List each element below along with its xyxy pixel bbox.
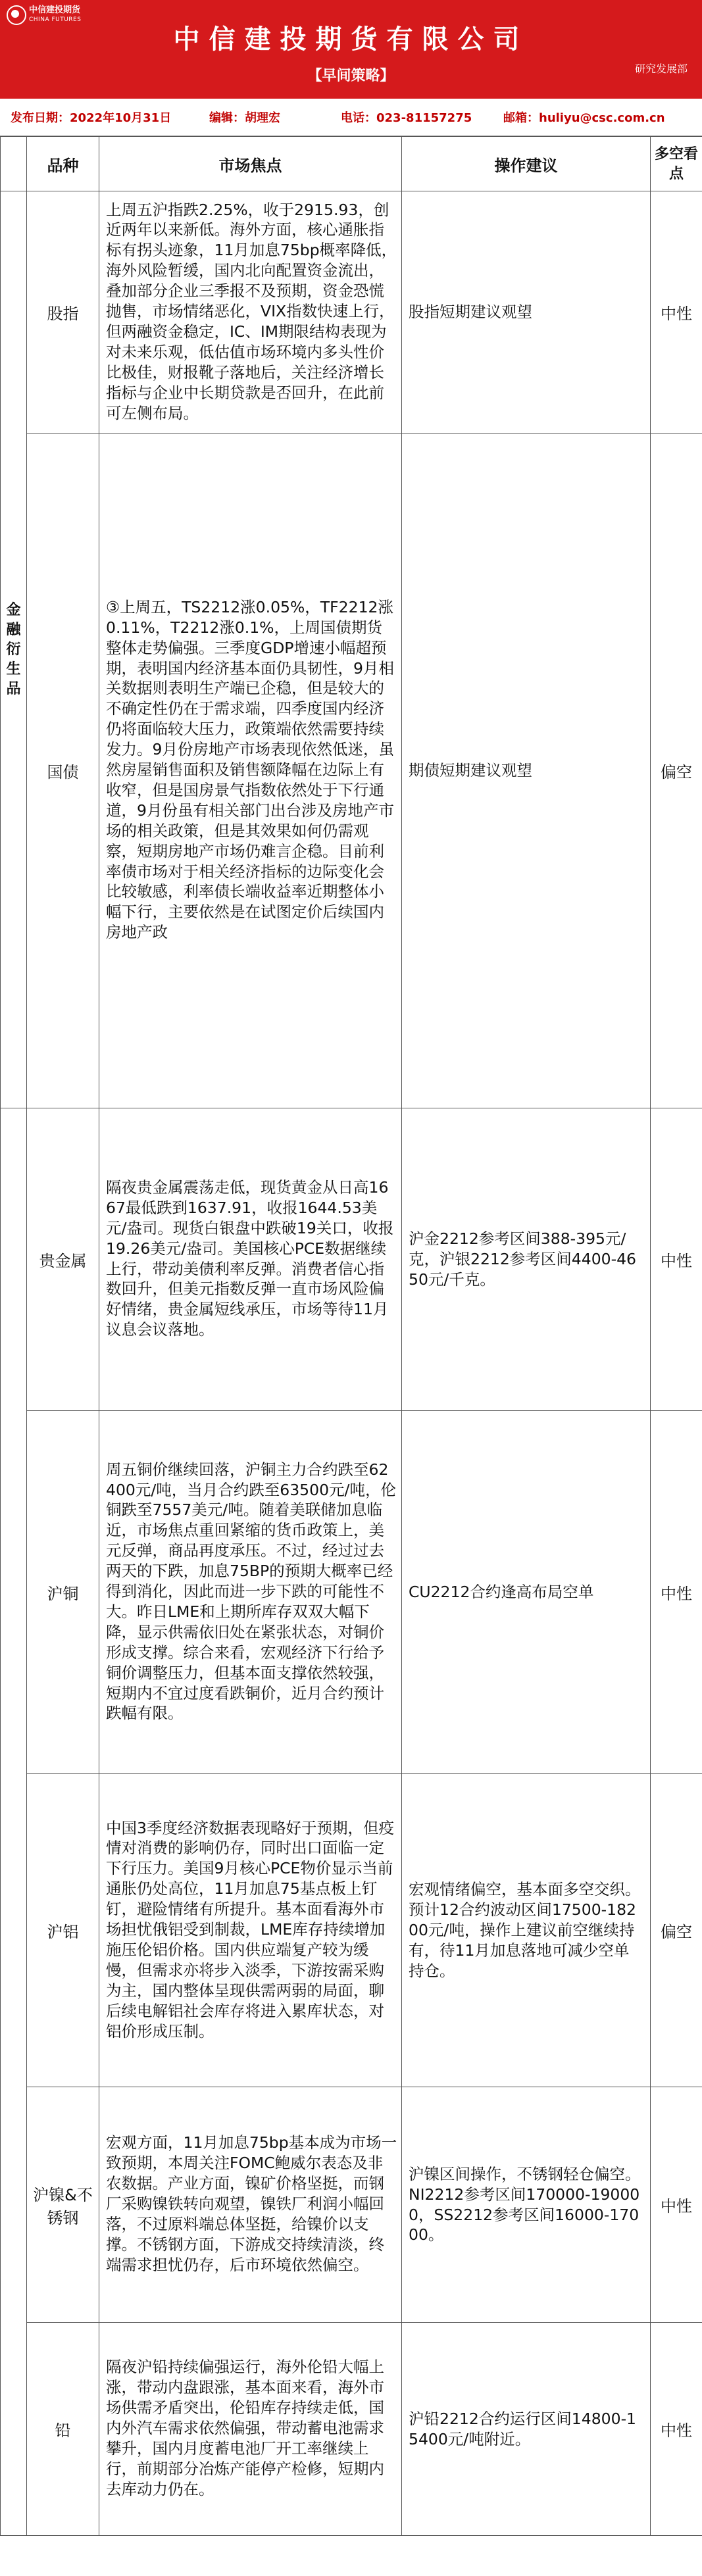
advice-cell: 沪铅2212合约运行区间14800-15400元/吨附近。 bbox=[402, 2323, 651, 2536]
advice-cell: 期债短期建议观望 bbox=[402, 433, 651, 1108]
table-row bbox=[1, 2323, 702, 2536]
advice-cell: 股指短期建议观望 bbox=[402, 191, 651, 433]
email: 邮箱：huliyu@csc.com.cn bbox=[503, 111, 665, 125]
table-header-row bbox=[1, 137, 702, 191]
report-title: 中信建投期货有限公司 bbox=[173, 24, 529, 55]
table-row bbox=[1, 1774, 702, 2087]
header-blank bbox=[1, 137, 27, 191]
product-cell: 股指 bbox=[27, 191, 99, 433]
header-advice: 操作建议 bbox=[402, 137, 651, 191]
focus-cell: 中国3季度经济数据表现略好于预期，但疫情对消费的影响仍存，同时出口面临一定下行压力。美国9月核心PCE物价显示当前通胀仍处高位，11月加息75基点板上钉钉，避险情绪有所提升。基本面看海外市场担忧俄铝受到制裁，LME库存持续增加施压伦铝价格。国内供应端复产较为缓慢，但需求亦将步入淡季，下游按需采购为主，国内整体呈现供需两弱的局面，聊后续电解铝社会库存将进入累库状态，对铝价形成压制。 bbox=[99, 1774, 402, 2087]
product-cell: 沪镍&不锈钢 bbox=[27, 2087, 99, 2323]
view-cell: 中性 bbox=[651, 191, 702, 433]
table-row bbox=[1, 2087, 702, 2323]
table-row bbox=[1, 433, 702, 1108]
publish-date: 发布日期：2022年10月31日 bbox=[11, 111, 172, 125]
table-row bbox=[1, 1108, 702, 1411]
focus-cell: ③上周五，TS2212涨0.05%，TF2212涨0.11%，T2212涨0.1%，上周国债期货整体走势偏强。三季度GDP增速小幅超预期，表明国内经济基本面仍具韧性，9月相关数据则表明生产端已企稳，但是较大的不确定性仍在于需求端，四季度国内经济仍将面临较大压力，政策端依然需要持续发力。9月份房地产市场表现依然低迷，虽然房屋销售面积及销售额降幅在边际上有收窄，但是国房景气指数依然处于下行通道，9月份虽有相关部门出台涉及房地产市场的相关政策，但是其效果如何仍需观察，短期房地产市场仍难言企稳。目前利率债市场对于相关经济指标的边际变化会比较敏感，利率债长端收益率近期整体小幅下行，主要依然是在试图定价后续国内房地产政 bbox=[99, 433, 402, 1108]
header-view: 多空看点 bbox=[651, 137, 702, 191]
advice-cell: 沪金2212参考区间388-395元/克，沪银2212参考区间4400-4650元/千克。 bbox=[402, 1108, 651, 1411]
focus-cell: 上周五沪指跌2.25%，收于2915.93，创近两年以来新低。海外方面，核心通胀指标有拐头迹象，11月加息75bp概率降低，海外风险暂缓，国内北向配置资金流出，叠加部分企业三季报不及预期，资金恐慌抛售，市场情绪恶化，VIX指数快速上行，但两融资金稳定，IC、IM期限结构表现为对未来乐观，低估值市场环境内多头性价比极佳，财报靴子落地后，关注经济增长指标与企业中长期贷款是否回升，在此前可左侧布局。 bbox=[99, 191, 402, 433]
table-row bbox=[1, 1411, 702, 1774]
view-cell: 中性 bbox=[651, 1411, 702, 1774]
category-cell-empty bbox=[1, 1108, 27, 2536]
product-cell: 铅 bbox=[27, 2323, 99, 2536]
view-cell: 中性 bbox=[651, 1108, 702, 1411]
department-label: 研究发展部 bbox=[634, 62, 688, 75]
phone: 电话：023-81157275 bbox=[341, 111, 472, 125]
focus-cell: 隔夜沪铅持续偏强运行，海外伦铅大幅上涨，带动内盘跟涨，基本面来看，海外市场供需矛盾突出，伦铅库存持续走低，国内外汽车需求依然偏强，带动蓄电池需求攀升，国内月度蓄电池厂开工率继续上行，前期部分冶炼产能停产检修，短期内去库动力仍在。 bbox=[99, 2323, 402, 2536]
focus-cell: 隔夜贵金属震荡走低，现货黄金从日高1667最低跌到1637.91，收报1644.53美元/盎司。现货白银盘中跌破19关口，收报19.26美元/盎司。美国核心PCE数据继续上行，带动美债利率反弹。消费者信心指数回升，但美元指数反弹一直市场风险偏好情绪，贵金属短线承压，市场等待11月议息会议落地。 bbox=[99, 1108, 402, 1411]
logo-text: 中信建投期货 CHINA FUTURES bbox=[29, 5, 82, 23]
product-cell: 贵金属 bbox=[27, 1108, 99, 1411]
editor: 编辑：胡理宏 bbox=[209, 111, 280, 125]
category-cell: 金 融 衍 生 品 bbox=[1, 191, 27, 1108]
advice-cell: 宏观情绪偏空，基本面多空交织。预计12合约波动区间17500-18200元/吨，操作上建议前空继续持有，待11月加息落地可减少空单持仓。 bbox=[402, 1774, 651, 2087]
focus-cell: 宏观方面，11月加息75bp基本成为市场一致预期，本周关注FOMC鲍威尔表态及非农数据。产业方面，镍矿价格坚挺，而钢厂采购镍铁转向观望，镍铁厂利润小幅回落，不过原料端总体坚挺，给镍价以支撑。不锈钢方面，下游成交持续清淡，终端需求担忧仍存，后市环境依然偏空。 bbox=[99, 2087, 402, 2323]
advice-cell: 沪镍区间操作，不锈钢轻仓偏空。NI2212参考区间170000-190000，SS2212参考区间16000-17000。 bbox=[402, 2087, 651, 2323]
view-cell: 偏空 bbox=[651, 1774, 702, 2087]
header-focus: 市场焦点 bbox=[99, 137, 402, 191]
header-product: 品种 bbox=[27, 137, 99, 191]
table-row bbox=[1, 191, 702, 433]
info-bar bbox=[0, 99, 702, 136]
product-cell: 沪铜 bbox=[27, 1411, 99, 1774]
report-header bbox=[0, 0, 702, 99]
product-cell: 国债 bbox=[27, 433, 99, 1108]
view-cell: 中性 bbox=[651, 2323, 702, 2536]
view-cell: 中性 bbox=[651, 2087, 702, 2323]
report-subtitle: 【早间策略】 bbox=[307, 68, 395, 84]
advice-cell: CU2212合约逢高布局空单 bbox=[402, 1411, 651, 1774]
strategy-table bbox=[0, 136, 702, 2536]
product-cell: 沪铝 bbox=[27, 1774, 99, 2087]
view-cell: 偏空 bbox=[651, 433, 702, 1108]
focus-cell: 周五铜价继续回落，沪铜主力合约跌至62400元/吨，当月合约跌至63500元/吨，伦铜跌至7557美元/吨。随着美联储加息临近，市场焦点重回紧缩的货币政策上，美元反弹，商品再度承压。不过，经过过去两天的下跌，加息75BP的预期大概率已经得到消化，因此而进一步下跌的可能性不大。昨日LME和上期所库存双双大幅下降，显示供需依旧处在紧张状态，对铜价形成支撑。综合来看，宏观经济下行给予铜价调整压力，但基本面支撑依然较强，短期内不宜过度看跌铜价，近月合约预计跌幅有限。 bbox=[99, 1411, 402, 1774]
